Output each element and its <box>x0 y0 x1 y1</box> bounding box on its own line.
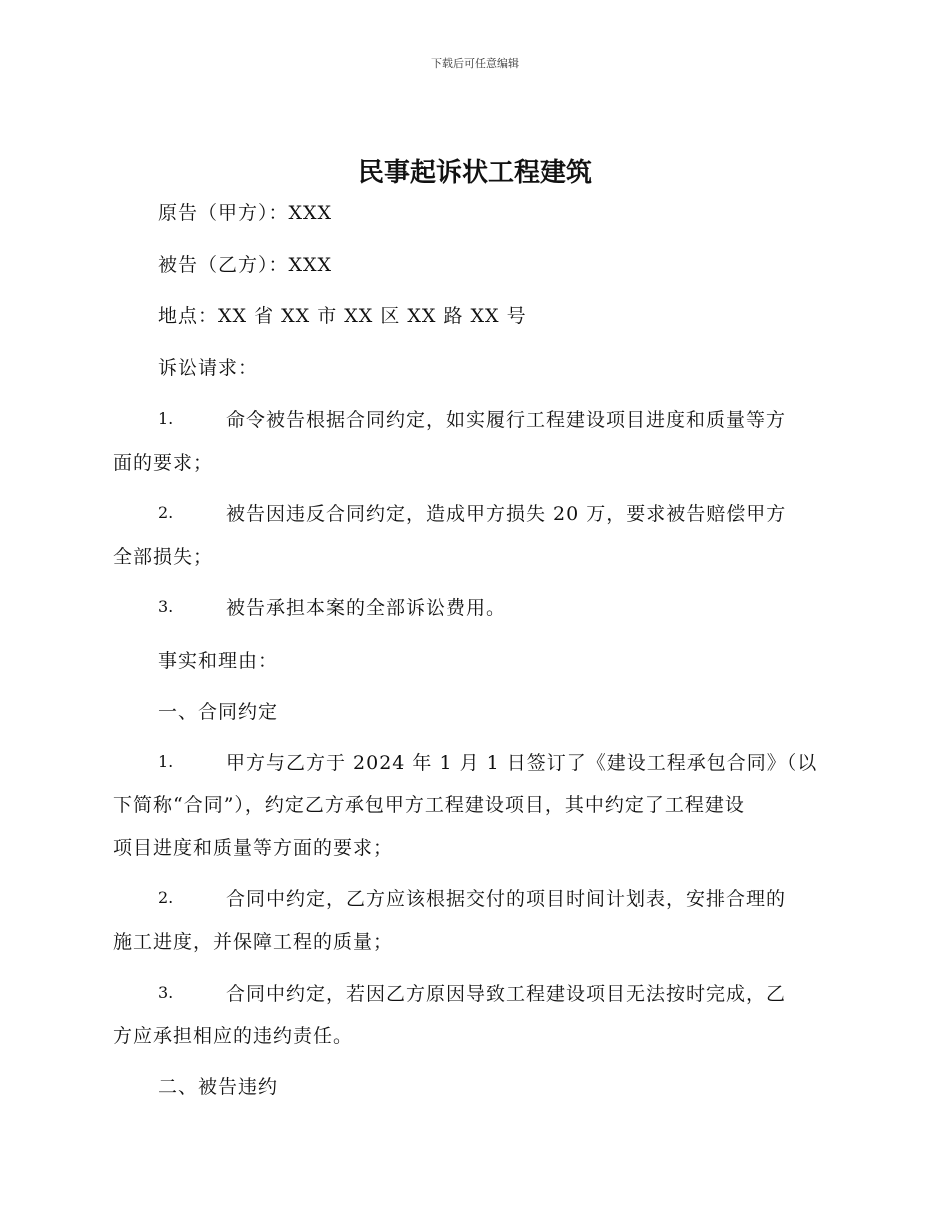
fact-text-line: 合同中约定，乙方应该根据交付的项目时间计划表，安排合理的 <box>226 888 787 910</box>
document-title: 民事起诉状工程建筑 <box>357 158 592 188</box>
facts-heading: 事实和理由： <box>158 650 279 672</box>
plaintiff-line: 原告（甲方）：XXX <box>158 202 333 224</box>
fact-text-line: 项目进度和质量等方面的要求； <box>113 837 394 859</box>
claim-text-line: 全部损失； <box>113 546 214 568</box>
fact-text-line: 合同中约定，若因乙方原因导致工程建设项目无法按时完成，乙 <box>226 983 787 1005</box>
header-note: 下载后可任意编辑 <box>431 57 519 70</box>
fact-number: 2. <box>158 888 174 907</box>
fact-text-line: 甲方与乙方于 2024 年 1 月 1 日签订了《建设工程承包合同》（以 <box>226 752 818 774</box>
claim-text-line: 被告因违反合同约定，造成甲方损失 20 万，要求被告赔偿甲方 <box>226 503 787 525</box>
fact-text-line: 方应承担相应的违约责任。 <box>113 1025 354 1047</box>
fact-text-line: 施工进度，并保障工程的质量； <box>113 931 394 953</box>
defendant-line: 被告（乙方）：XXX <box>158 254 333 276</box>
claim-number: 3. <box>158 597 174 616</box>
address-line: 地点：XX 省 XX 市 XX 区 XX 路 XX 号 <box>158 305 527 327</box>
claims-heading: 诉讼请求： <box>158 357 259 379</box>
claim-text-line: 面的要求； <box>113 452 214 474</box>
claim-text-line: 被告承担本案的全部诉讼费用。 <box>226 597 507 619</box>
claim-text-line: 命令被告根据合同约定，如实履行工程建设项目进度和质量等方 <box>226 409 787 431</box>
fact-text-line: 下简称“合同”），约定乙方承包甲方工程建设项目，其中约定了工程建设 <box>113 794 745 816</box>
section-heading: 一、合同约定 <box>158 701 279 723</box>
fact-number: 1. <box>158 752 174 771</box>
claim-number: 2. <box>158 503 174 522</box>
claim-number: 1. <box>158 409 174 428</box>
section-heading: 二、被告违约 <box>158 1076 279 1098</box>
fact-number: 3. <box>158 983 174 1002</box>
